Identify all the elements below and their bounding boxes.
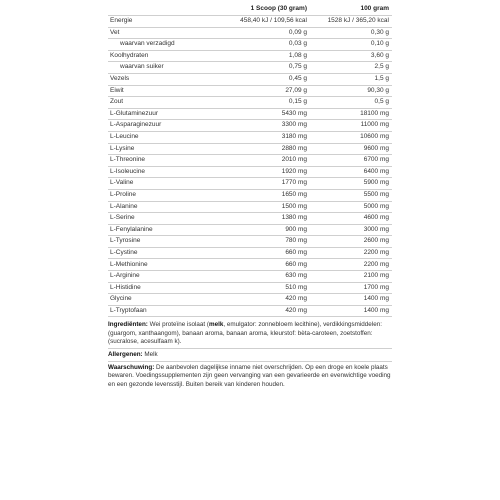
serving-value-cell: 458,40 kJ / 109,56 kcal	[210, 16, 310, 28]
nutrient-name-cell: L-Methionine	[108, 259, 210, 271]
nutrient-name-cell: Koolhydraten	[108, 50, 210, 62]
nutrient-name-cell: Energie	[108, 16, 210, 28]
per100-value-cell: 0,10 g	[310, 39, 392, 51]
serving-value-cell: 27,09 g	[210, 85, 310, 97]
table-row	[108, 50, 392, 62]
nutrient-name-cell: L-Fenylalanine	[108, 224, 210, 236]
nutrient-name-cell: L-Serine	[108, 213, 210, 225]
per100-value-cell: 5900 mg	[310, 178, 392, 190]
per100-value-cell: 2,5 g	[310, 62, 392, 74]
table-row	[108, 73, 392, 85]
serving-value-cell: 3300 mg	[210, 120, 310, 132]
per100-value-cell: 1528 kJ / 365,20 kcal	[310, 16, 392, 28]
per100-value-cell: 2100 mg	[310, 271, 392, 283]
serving-value-cell: 1380 mg	[210, 213, 310, 225]
per100-column-header: 100 gram	[310, 4, 392, 16]
table-row	[108, 236, 392, 248]
serving-value-cell: 420 mg	[210, 305, 310, 317]
nutrient-name-cell: L-Tyrosine	[108, 236, 210, 248]
ingredients-text: Wei proteïne isolaat (	[147, 321, 210, 329]
table-row	[108, 16, 392, 28]
nutrient-name-cell: waarvan suiker	[108, 62, 210, 74]
nutrient-name-cell: L-Arginine	[108, 271, 210, 283]
serving-value-cell: 2010 mg	[210, 155, 310, 167]
nutrient-name-cell: L-Isoleucine	[108, 166, 210, 178]
per100-value-cell: 5000 mg	[310, 201, 392, 213]
per100-value-cell: 3000 mg	[310, 224, 392, 236]
nutrient-name-cell: L-Asparaginezuur	[108, 120, 210, 132]
table-row	[108, 247, 392, 259]
table-row	[108, 259, 392, 271]
serving-value-cell: 1650 mg	[210, 189, 310, 201]
divider	[108, 361, 392, 362]
serving-value-cell: 900 mg	[210, 224, 310, 236]
warning-label: Waarschuwing:	[108, 364, 155, 372]
nutrient-name-cell: L-Leucine	[108, 131, 210, 143]
per100-value-cell: 6700 mg	[310, 155, 392, 167]
ingredients-allergen-bold: melk	[209, 321, 224, 329]
serving-value-cell: 420 mg	[210, 294, 310, 306]
serving-value-cell: 780 mg	[210, 236, 310, 248]
table-row	[108, 178, 392, 190]
nutrient-name-cell: Zout	[108, 97, 210, 109]
table-row	[108, 213, 392, 225]
table-row	[108, 166, 392, 178]
per100-value-cell: 90,30 g	[310, 85, 392, 97]
per100-value-cell: 9600 mg	[310, 143, 392, 155]
serving-value-cell: 630 mg	[210, 271, 310, 283]
table-row	[108, 305, 392, 317]
nutrition-table	[108, 4, 392, 317]
serving-value-cell: 3180 mg	[210, 131, 310, 143]
nutrient-column-header	[108, 4, 210, 16]
nutrient-name-cell: Eiwit	[108, 85, 210, 97]
nutrient-name-cell: L-Histidine	[108, 282, 210, 294]
nutrient-name-cell: L-Alanine	[108, 201, 210, 213]
per100-value-cell: 11000 mg	[310, 120, 392, 132]
serving-column-header: 1 Scoop (30 gram)	[210, 4, 310, 16]
nutrient-name-cell: waarvan verzadigd	[108, 39, 210, 51]
per100-value-cell: 1400 mg	[310, 294, 392, 306]
table-row	[108, 224, 392, 236]
table-row	[108, 271, 392, 283]
nutrient-name-cell: L-Lysine	[108, 143, 210, 155]
per100-value-cell: 6400 mg	[310, 166, 392, 178]
per100-value-cell: 5500 mg	[310, 189, 392, 201]
table-row	[108, 131, 392, 143]
warning-paragraph	[108, 364, 392, 389]
table-row	[108, 189, 392, 201]
serving-value-cell: 5430 mg	[210, 108, 310, 120]
nutrient-name-cell: L-Proline	[108, 189, 210, 201]
serving-value-cell: 1770 mg	[210, 178, 310, 190]
serving-value-cell: 0,15 g	[210, 97, 310, 109]
table-row	[108, 143, 392, 155]
per100-value-cell: 3,60 g	[310, 50, 392, 62]
nutrition-table-body	[108, 16, 392, 317]
per100-value-cell: 18100 mg	[310, 108, 392, 120]
serving-value-cell: 0,45 g	[210, 73, 310, 85]
nutrient-name-cell: Vezels	[108, 73, 210, 85]
serving-value-cell: 1920 mg	[210, 166, 310, 178]
allergens-paragraph	[108, 351, 392, 359]
serving-value-cell: 1500 mg	[210, 201, 310, 213]
per100-value-cell: 0,30 g	[310, 27, 392, 39]
nutrient-name-cell: L-Threonine	[108, 155, 210, 167]
table-row	[108, 62, 392, 74]
table-row	[108, 120, 392, 132]
nutrient-name-cell: L-Valine	[108, 178, 210, 190]
per100-value-cell: 0,5 g	[310, 97, 392, 109]
table-row	[108, 155, 392, 167]
nutrition-facts-panel	[108, 4, 392, 391]
product-notes	[108, 321, 392, 389]
serving-value-cell: 0,75 g	[210, 62, 310, 74]
allergens-text: Melk	[142, 351, 158, 359]
per100-value-cell: 2200 mg	[310, 247, 392, 259]
per100-value-cell: 1,5 g	[310, 73, 392, 85]
table-row	[108, 97, 392, 109]
table-row	[108, 27, 392, 39]
table-row	[108, 39, 392, 51]
nutrient-name-cell: Vet	[108, 27, 210, 39]
warning-text: De aanbevolen dagelijkse inname niet overschrijden. Op een droge en koele plaats bewaren. Voedingssupplementen zijn geen vervanging van een gevarieerde en evenwichtige voeding en een gezonde levensstijl. Buiten bereik van kinderen houden.	[108, 364, 391, 388]
ingredients-text-rest: , emulgator: zonnebloem lecithine), verdikkingsmiddelen: (guargom, xanthaangom), banaan aroma, banaan aroma, kleurstof: bèta-caroteen, zoetstoffen: (sucralose, acesulfaam k).	[108, 321, 382, 346]
divider	[108, 348, 392, 349]
per100-value-cell: 2200 mg	[310, 259, 392, 271]
per100-value-cell: 1700 mg	[310, 282, 392, 294]
nutrient-name-cell: Glycine	[108, 294, 210, 306]
table-row	[108, 85, 392, 97]
table-row	[108, 282, 392, 294]
serving-value-cell: 1,08 g	[210, 50, 310, 62]
ingredients-label: Ingrediënten:	[108, 321, 148, 329]
nutrient-name-cell: L-Tryptofaan	[108, 305, 210, 317]
table-row	[108, 294, 392, 306]
ingredients-paragraph	[108, 321, 392, 346]
serving-value-cell: 660 mg	[210, 259, 310, 271]
per100-value-cell: 1400 mg	[310, 305, 392, 317]
serving-value-cell: 2880 mg	[210, 143, 310, 155]
allergens-label: Allergenen:	[108, 351, 143, 359]
per100-value-cell: 4600 mg	[310, 213, 392, 225]
table-header-row	[108, 4, 392, 16]
nutrient-name-cell: L-Glutaminezuur	[108, 108, 210, 120]
serving-value-cell: 660 mg	[210, 247, 310, 259]
per100-value-cell: 2600 mg	[310, 236, 392, 248]
serving-value-cell: 0,03 g	[210, 39, 310, 51]
per100-value-cell: 10600 mg	[310, 131, 392, 143]
table-row	[108, 108, 392, 120]
table-row	[108, 201, 392, 213]
serving-value-cell: 0,09 g	[210, 27, 310, 39]
nutrient-name-cell: L-Cystine	[108, 247, 210, 259]
serving-value-cell: 510 mg	[210, 282, 310, 294]
